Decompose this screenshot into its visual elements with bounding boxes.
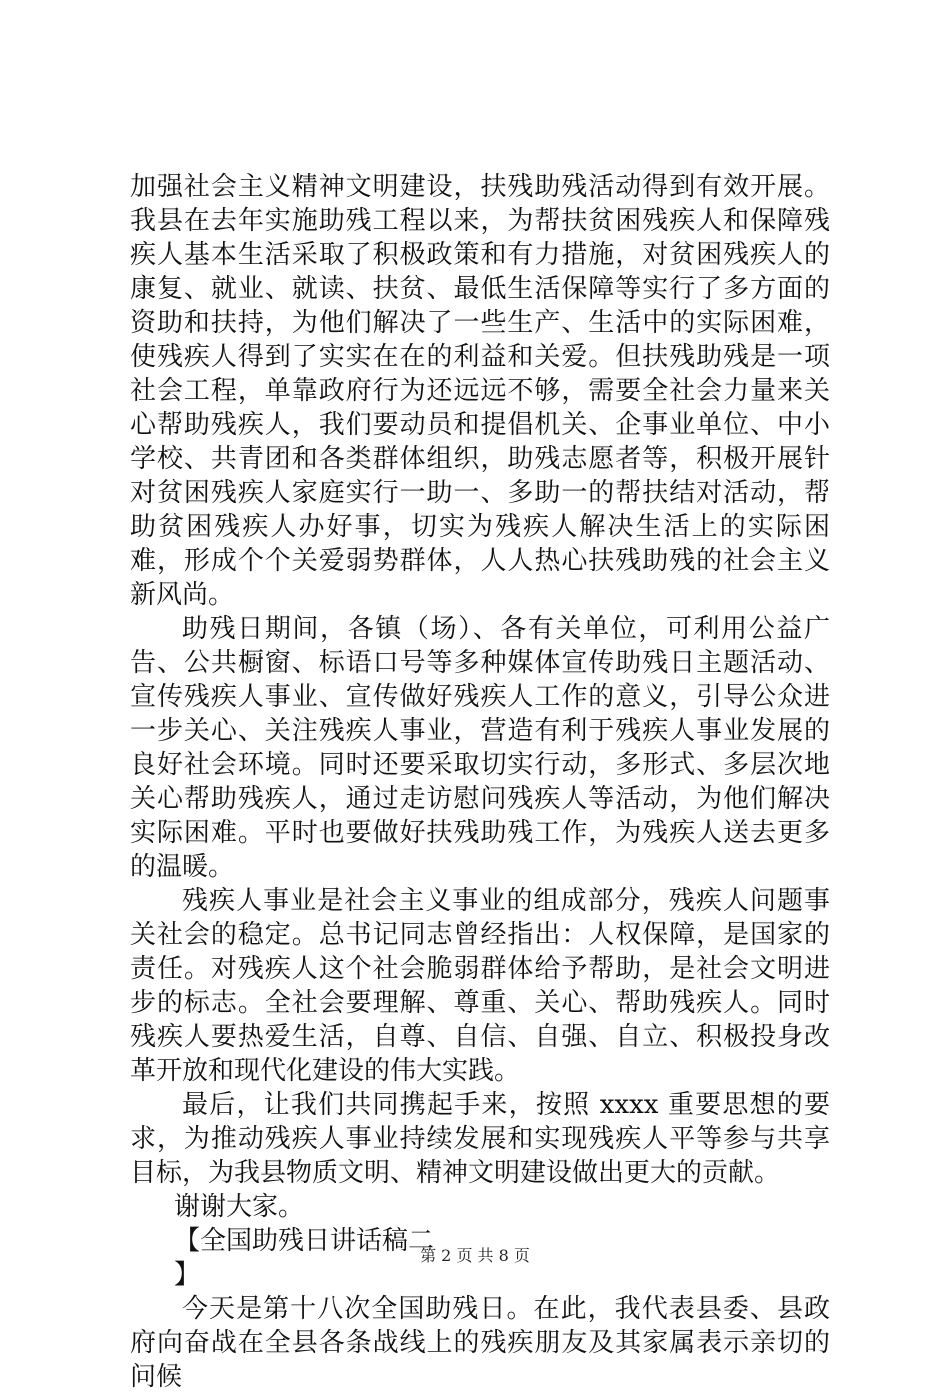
paragraph-2: 助残日期间，各镇（场）、各有关单位，可利用公益广告、公共橱窗、标语口号等多种媒体宣传助残日主题活动、宣传残疾人事业、宣传做好残疾人工作的意义，引导公众进一步关心、关注残疾人事业，营造有利于残疾人事业发展的良好社会环境。同时还要采取切实行动，多形式、多层次地关心帮助残疾人，通过走访慰问残疾人等活动，为他们解决实际困难。平时也要做好扶残助残工作，为残疾人送去更多的温暖。	[130, 614, 830, 882]
section-heading-line-2: 】	[174, 1260, 201, 1290]
thanks-line: 谢谢大家。	[174, 1192, 305, 1222]
document-body	[130, 170, 830, 1394]
paragraph-3: 残疾人事业是社会主义事业的组成部分，残疾人问题事关社会的稳定。总书记同志曾经指出：人权保障，是国家的责任。对残疾人这个社会脆弱群体给予帮助，是社会文明进步的标志。全社会要理解、尊重、关心、帮助残疾人。同时残疾人要热爱生活，自尊、自信、自强、自立、积极投身改革开放和现代化建设的伟大实践。	[130, 886, 830, 1086]
paragraph-5: 今天是第十八次全国助残日。在此，我代表县委、县政府向奋战在全县各条战线上的残疾朋友及其家属表示亲切的问候	[130, 1294, 830, 1392]
section-heading-line-1: 【全国助残日讲话稿二	[174, 1226, 435, 1256]
paragraph-1: 加强社会主义精神文明建设，扶残助残活动得到有效开展。我县在去年实施助残工程以来，为帮扶贫困残疾人和保障残疾人基本生活采取了积极政策和有力措施，对贫困残疾人的康复、就业、就读、扶贫、最低生活保障等实行了多方面的资助和扶持，为他们解决了一些生产、生活中的实际困难，使残疾人得到了实实在在的利益和关爱。但扶残助残是一项社会工程，单靠政府行为还远远不够，需要全社会力量来关心帮助残疾人，我们要动员和提倡机关、企事业单位、中小学校、共青团和各类群体组织，助残志愿者等，积极开展针对贫困残疾人家庭实行一助一、多助一的帮扶结对活动，帮助贫困残疾人办好事，切实为残疾人解决生活上的实际困难，形成个个关爱弱势群体，人人热心扶残助残的社会主义新风尚。	[130, 172, 830, 610]
page-number: 第 2 页 共 8 页	[420, 1246, 530, 1265]
paragraph-4: 最后，让我们共同携起手来，按照 xxxx 重要思想的要求，为推动残疾人事业持续发展和实现残疾人平等参与共享目标，为我县物质文明、精神文明建设做出更大的贡献。	[130, 1090, 830, 1188]
